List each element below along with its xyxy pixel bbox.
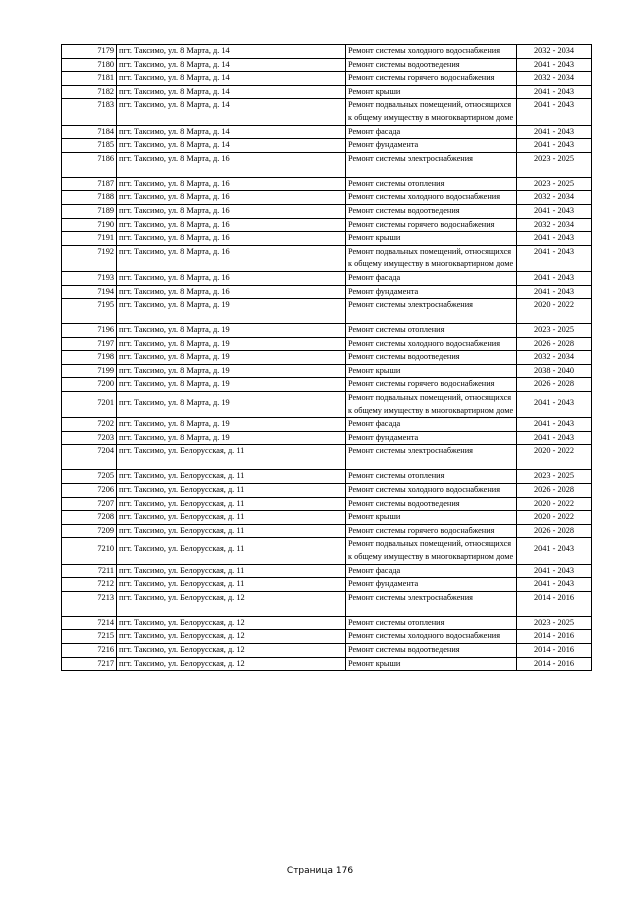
period-cell: 2041 - 2043 bbox=[517, 538, 592, 564]
row-number-cell: 7213 bbox=[62, 591, 117, 616]
address-cell: пгт. Таксимо, ул. Белорусская, д. 12 bbox=[117, 643, 346, 657]
address-cell: пгт. Таксимо, ул. Белорусская, д. 11 bbox=[117, 538, 346, 564]
period-cell: 2041 - 2043 bbox=[517, 99, 592, 125]
address-cell: пгт. Таксимо, ул. 8 Марта, д. 14 bbox=[117, 85, 346, 99]
work-type-cell: Ремонт фасада bbox=[346, 418, 517, 432]
row-number-cell: 7209 bbox=[62, 524, 117, 538]
row-number-cell: 7202 bbox=[62, 418, 117, 432]
repair-schedule-table bbox=[61, 44, 592, 671]
work-type-cell: Ремонт фасада bbox=[346, 271, 517, 285]
work-type-cell: Ремонт крыши bbox=[346, 85, 517, 99]
period-cell: 2041 - 2043 bbox=[517, 85, 592, 99]
work-type-cell: Ремонт фасада bbox=[346, 564, 517, 578]
row-number-cell: 7180 bbox=[62, 58, 117, 72]
period-cell: 2014 - 2016 bbox=[517, 630, 592, 644]
table-row bbox=[62, 245, 592, 271]
row-number-cell: 7214 bbox=[62, 616, 117, 630]
period-cell: 2038 - 2040 bbox=[517, 364, 592, 378]
address-cell: пгт. Таксимо, ул. 8 Марта, д. 16 bbox=[117, 191, 346, 205]
address-cell: пгт. Таксимо, ул. Белорусская, д. 12 bbox=[117, 591, 346, 616]
row-number-cell: 7197 bbox=[62, 337, 117, 351]
work-type-cell: Ремонт крыши bbox=[346, 511, 517, 525]
work-type-cell: Ремонт системы водоотведения bbox=[346, 58, 517, 72]
period-cell: 2041 - 2043 bbox=[517, 285, 592, 299]
row-number-cell: 7217 bbox=[62, 657, 117, 671]
page-number: Страница 176 bbox=[286, 866, 354, 876]
address-cell: пгт. Таксимо, ул. 8 Марта, д. 19 bbox=[117, 431, 346, 445]
period-cell: 2041 - 2043 bbox=[517, 58, 592, 72]
address-cell: пгт. Таксимо, ул. 8 Марта, д. 16 bbox=[117, 271, 346, 285]
address-cell: пгт. Таксимо, ул. Белорусская, д. 11 bbox=[117, 524, 346, 538]
row-number-cell: 7182 bbox=[62, 85, 117, 99]
period-cell: 2032 - 2034 bbox=[517, 191, 592, 205]
table-row bbox=[62, 324, 592, 338]
table-row bbox=[62, 418, 592, 432]
address-cell: пгт. Таксимо, ул. Белорусская, д. 12 bbox=[117, 657, 346, 671]
work-type-cell: Ремонт крыши bbox=[346, 364, 517, 378]
row-number-cell: 7194 bbox=[62, 285, 117, 299]
work-type-cell: Ремонт системы отопления bbox=[346, 616, 517, 630]
row-number-cell: 7206 bbox=[62, 484, 117, 498]
period-cell: 2023 - 2025 bbox=[517, 324, 592, 338]
row-number-cell: 7191 bbox=[62, 232, 117, 246]
address-cell: пгт. Таксимо, ул. Белорусская, д. 11 bbox=[117, 445, 346, 470]
table-row bbox=[62, 139, 592, 153]
work-type-cell: Ремонт системы отопления bbox=[346, 324, 517, 338]
table-row bbox=[62, 630, 592, 644]
address-cell: пгт. Таксимо, ул. 8 Марта, д. 19 bbox=[117, 392, 346, 418]
work-type-cell: Ремонт системы электроснабжения bbox=[346, 152, 517, 177]
address-cell: пгт. Таксимо, ул. Белорусская, д. 12 bbox=[117, 616, 346, 630]
table-row bbox=[62, 591, 592, 616]
row-number-cell: 7183 bbox=[62, 99, 117, 125]
address-cell: пгт. Таксимо, ул. 8 Марта, д. 19 bbox=[117, 378, 346, 392]
address-cell: пгт. Таксимо, ул. 8 Марта, д. 16 bbox=[117, 232, 346, 246]
row-number-cell: 7203 bbox=[62, 431, 117, 445]
period-cell: 2023 - 2025 bbox=[517, 152, 592, 177]
table-row bbox=[62, 564, 592, 578]
work-type-cell: Ремонт системы водоотведения bbox=[346, 643, 517, 657]
row-number-cell: 7196 bbox=[62, 324, 117, 338]
address-cell: пгт. Таксимо, ул. 8 Марта, д. 19 bbox=[117, 299, 346, 324]
table-row bbox=[62, 204, 592, 218]
address-cell: пгт. Таксимо, ул. 8 Марта, д. 16 bbox=[117, 285, 346, 299]
work-type-cell: Ремонт системы холодного водоснабжения bbox=[346, 191, 517, 205]
period-cell: 2041 - 2043 bbox=[517, 139, 592, 153]
work-type-cell: Ремонт системы холодного водоснабжения bbox=[346, 630, 517, 644]
row-number-cell: 7192 bbox=[62, 245, 117, 271]
period-cell: 2026 - 2028 bbox=[517, 378, 592, 392]
period-cell: 2014 - 2016 bbox=[517, 643, 592, 657]
period-cell: 2023 - 2025 bbox=[517, 616, 592, 630]
work-type-cell: Ремонт системы отопления bbox=[346, 177, 517, 191]
row-number-cell: 7189 bbox=[62, 204, 117, 218]
period-cell: 2014 - 2016 bbox=[517, 657, 592, 671]
table-row bbox=[62, 58, 592, 72]
work-type-cell: Ремонт крыши bbox=[346, 657, 517, 671]
table-row bbox=[62, 125, 592, 139]
work-type-cell: Ремонт подвальных помещений, относящихся к общему имуществу в многоквартирном доме bbox=[346, 392, 517, 418]
work-type-cell: Ремонт системы электроснабжения bbox=[346, 299, 517, 324]
period-cell: 2032 - 2034 bbox=[517, 351, 592, 365]
work-type-cell: Ремонт системы холодного водоснабжения bbox=[346, 484, 517, 498]
table-row bbox=[62, 511, 592, 525]
address-cell: пгт. Таксимо, ул. 8 Марта, д. 19 bbox=[117, 337, 346, 351]
period-cell: 2041 - 2043 bbox=[517, 271, 592, 285]
period-cell: 2020 - 2022 bbox=[517, 445, 592, 470]
period-cell: 2026 - 2028 bbox=[517, 524, 592, 538]
period-cell: 2020 - 2022 bbox=[517, 497, 592, 511]
table-row bbox=[62, 271, 592, 285]
table-row bbox=[62, 99, 592, 125]
work-type-cell: Ремонт подвальных помещений, относящихся к общему имуществу в многоквартирном доме bbox=[346, 538, 517, 564]
period-cell: 2020 - 2022 bbox=[517, 299, 592, 324]
row-number-cell: 7193 bbox=[62, 271, 117, 285]
row-number-cell: 7204 bbox=[62, 445, 117, 470]
work-type-cell: Ремонт системы горячего водоснабжения bbox=[346, 72, 517, 86]
table-row bbox=[62, 378, 592, 392]
table-row bbox=[62, 299, 592, 324]
row-number-cell: 7195 bbox=[62, 299, 117, 324]
table-row bbox=[62, 45, 592, 59]
address-cell: пгт. Таксимо, ул. 8 Марта, д. 14 bbox=[117, 72, 346, 86]
row-number-cell: 7211 bbox=[62, 564, 117, 578]
row-number-cell: 7207 bbox=[62, 497, 117, 511]
address-cell: пгт. Таксимо, ул. Белорусская, д. 11 bbox=[117, 511, 346, 525]
table-row bbox=[62, 177, 592, 191]
row-number-cell: 7187 bbox=[62, 177, 117, 191]
address-cell: пгт. Таксимо, ул. 8 Марта, д. 14 bbox=[117, 45, 346, 59]
row-number-cell: 7186 bbox=[62, 152, 117, 177]
row-number-cell: 7190 bbox=[62, 218, 117, 232]
table-row bbox=[62, 616, 592, 630]
period-cell: 2041 - 2043 bbox=[517, 125, 592, 139]
address-cell: пгт. Таксимо, ул. 8 Марта, д. 19 bbox=[117, 364, 346, 378]
address-cell: пгт. Таксимо, ул. Белорусская, д. 11 bbox=[117, 578, 346, 592]
table-row bbox=[62, 657, 592, 671]
address-cell: пгт. Таксимо, ул. Белорусская, д. 11 bbox=[117, 497, 346, 511]
row-number-cell: 7200 bbox=[62, 378, 117, 392]
table-row bbox=[62, 538, 592, 564]
period-cell: 2023 - 2025 bbox=[517, 470, 592, 484]
table-row bbox=[62, 578, 592, 592]
work-type-cell: Ремонт системы отопления bbox=[346, 470, 517, 484]
period-cell: 2032 - 2034 bbox=[517, 45, 592, 59]
row-number-cell: 7216 bbox=[62, 643, 117, 657]
row-number-cell: 7181 bbox=[62, 72, 117, 86]
work-type-cell: Ремонт системы горячего водоснабжения bbox=[346, 218, 517, 232]
row-number-cell: 7199 bbox=[62, 364, 117, 378]
work-type-cell: Ремонт фундамента bbox=[346, 431, 517, 445]
table-row bbox=[62, 152, 592, 177]
address-cell: пгт. Таксимо, ул. 8 Марта, д. 16 bbox=[117, 177, 346, 191]
table-row bbox=[62, 232, 592, 246]
table-row bbox=[62, 85, 592, 99]
work-type-cell: Ремонт системы водоотведения bbox=[346, 351, 517, 365]
work-type-cell: Ремонт подвальных помещений, относящихся к общему имуществу в многоквартирном доме bbox=[346, 245, 517, 271]
address-cell: пгт. Таксимо, ул. 8 Марта, д. 19 bbox=[117, 351, 346, 365]
table-row bbox=[62, 484, 592, 498]
table-body bbox=[62, 45, 592, 671]
row-number-cell: 7210 bbox=[62, 538, 117, 564]
work-type-cell: Ремонт фасада bbox=[346, 125, 517, 139]
table-row bbox=[62, 191, 592, 205]
table-row bbox=[62, 524, 592, 538]
period-cell: 2032 - 2034 bbox=[517, 72, 592, 86]
work-type-cell: Ремонт системы водоотведения bbox=[346, 497, 517, 511]
table-row bbox=[62, 497, 592, 511]
work-type-cell: Ремонт системы водоотведения bbox=[346, 204, 517, 218]
row-number-cell: 7179 bbox=[62, 45, 117, 59]
work-type-cell: Ремонт системы холодного водоснабжения bbox=[346, 337, 517, 351]
table-row bbox=[62, 72, 592, 86]
period-cell: 2020 - 2022 bbox=[517, 511, 592, 525]
work-type-cell: Ремонт системы электроснабжения bbox=[346, 591, 517, 616]
row-number-cell: 7184 bbox=[62, 125, 117, 139]
period-cell: 2041 - 2043 bbox=[517, 564, 592, 578]
address-cell: пгт. Таксимо, ул. 8 Марта, д. 19 bbox=[117, 324, 346, 338]
table-row bbox=[62, 218, 592, 232]
period-cell: 2026 - 2028 bbox=[517, 337, 592, 351]
work-type-cell: Ремонт фундамента bbox=[346, 139, 517, 153]
address-cell: пгт. Таксимо, ул. 8 Марта, д. 16 bbox=[117, 218, 346, 232]
address-cell: пгт. Таксимо, ул. 8 Марта, д. 16 bbox=[117, 152, 346, 177]
period-cell: 2041 - 2043 bbox=[517, 232, 592, 246]
table-row bbox=[62, 445, 592, 470]
period-cell: 2041 - 2043 bbox=[517, 245, 592, 271]
period-cell: 2041 - 2043 bbox=[517, 392, 592, 418]
row-number-cell: 7185 bbox=[62, 139, 117, 153]
address-cell: пгт. Таксимо, ул. 8 Марта, д. 16 bbox=[117, 204, 346, 218]
table-row bbox=[62, 285, 592, 299]
row-number-cell: 7188 bbox=[62, 191, 117, 205]
period-cell: 2041 - 2043 bbox=[517, 418, 592, 432]
address-cell: пгт. Таксимо, ул. 8 Марта, д. 14 bbox=[117, 99, 346, 125]
address-cell: пгт. Таксимо, ул. 8 Марта, д. 19 bbox=[117, 418, 346, 432]
period-cell: 2026 - 2028 bbox=[517, 484, 592, 498]
period-cell: 2032 - 2034 bbox=[517, 218, 592, 232]
period-cell: 2041 - 2043 bbox=[517, 431, 592, 445]
work-type-cell: Ремонт фундамента bbox=[346, 578, 517, 592]
address-cell: пгт. Таксимо, ул. Белорусская, д. 11 bbox=[117, 564, 346, 578]
table-row bbox=[62, 392, 592, 418]
address-cell: пгт. Таксимо, ул. Белорусская, д. 11 bbox=[117, 470, 346, 484]
row-number-cell: 7198 bbox=[62, 351, 117, 365]
period-cell: 2014 - 2016 bbox=[517, 591, 592, 616]
table-row bbox=[62, 364, 592, 378]
work-type-cell: Ремонт системы электроснабжения bbox=[346, 445, 517, 470]
work-type-cell: Ремонт системы горячего водоснабжения bbox=[346, 378, 517, 392]
row-number-cell: 7212 bbox=[62, 578, 117, 592]
address-cell: пгт. Таксимо, ул. 8 Марта, д. 14 bbox=[117, 125, 346, 139]
table-row bbox=[62, 337, 592, 351]
work-type-cell: Ремонт крыши bbox=[346, 232, 517, 246]
table-row bbox=[62, 470, 592, 484]
row-number-cell: 7208 bbox=[62, 511, 117, 525]
address-cell: пгт. Таксимо, ул. 8 Марта, д. 16 bbox=[117, 245, 346, 271]
address-cell: пгт. Таксимо, ул. 8 Марта, д. 14 bbox=[117, 58, 346, 72]
period-cell: 2041 - 2043 bbox=[517, 204, 592, 218]
table-row bbox=[62, 431, 592, 445]
period-cell: 2041 - 2043 bbox=[517, 578, 592, 592]
work-type-cell: Ремонт системы горячего водоснабжения bbox=[346, 524, 517, 538]
row-number-cell: 7215 bbox=[62, 630, 117, 644]
period-cell: 2023 - 2025 bbox=[517, 177, 592, 191]
table-row bbox=[62, 351, 592, 365]
table-row bbox=[62, 643, 592, 657]
address-cell: пгт. Таксимо, ул. Белорусская, д. 11 bbox=[117, 484, 346, 498]
work-type-cell: Ремонт фундамента bbox=[346, 285, 517, 299]
work-type-cell: Ремонт подвальных помещений, относящихся к общему имуществу в многоквартирном доме bbox=[346, 99, 517, 125]
address-cell: пгт. Таксимо, ул. 8 Марта, д. 14 bbox=[117, 139, 346, 153]
address-cell: пгт. Таксимо, ул. Белорусская, д. 12 bbox=[117, 630, 346, 644]
row-number-cell: 7201 bbox=[62, 392, 117, 418]
row-number-cell: 7205 bbox=[62, 470, 117, 484]
work-type-cell: Ремонт системы холодного водоснабжения bbox=[346, 45, 517, 59]
